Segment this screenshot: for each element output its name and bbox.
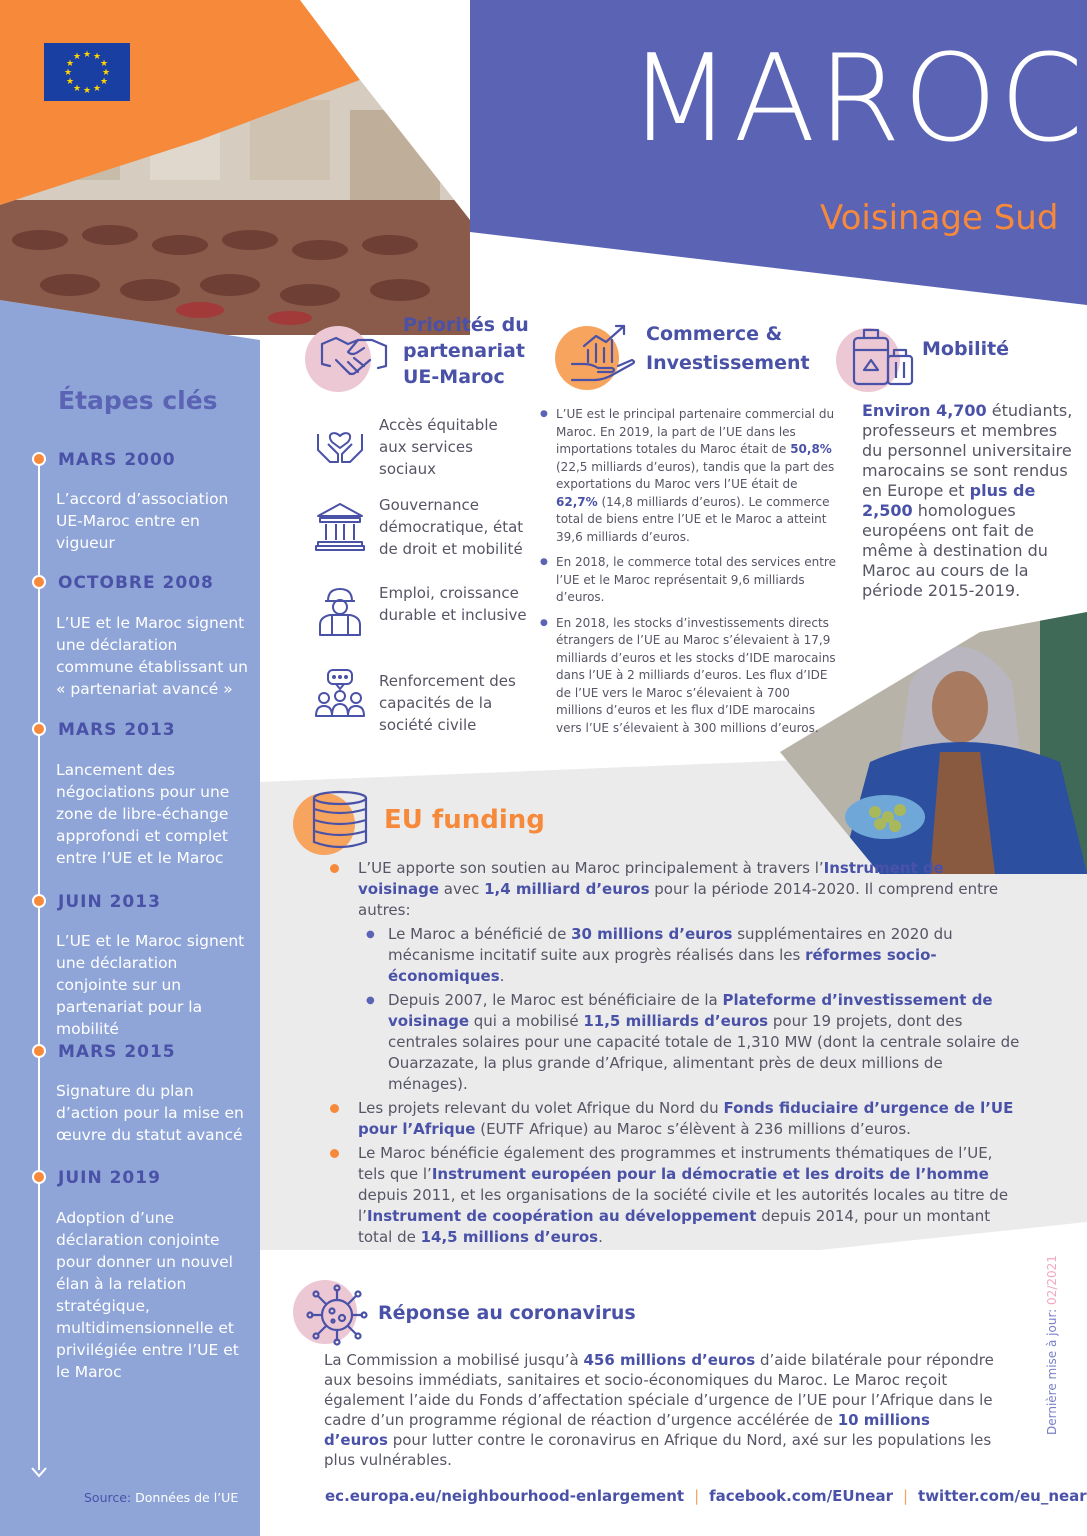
svg-text:★: ★ [82, 85, 92, 95]
priority-text: Gouvernance démocratique, état de droit et mobilité [379, 496, 524, 558]
event-date: MARS 2013 [58, 720, 176, 740]
funding-title: EU funding [384, 805, 545, 835]
handshake-icon [318, 330, 390, 386]
worker-icon [316, 585, 364, 637]
svg-text:★: ★ [65, 58, 75, 68]
list-subitem: ● Depuis 2007, le Maroc est bénéficiaire de la Plateforme d’investissement de voisinage qui a mobilisé 11,5 milliards d’euros pour 19 projets, dont des centrales solaires pour une capacité totale de 1,310 MW (dont la centrale solaire de Ouarzazate, la plus grande d’Afrique, alimentant près de deux millions de ménages). [330, 990, 1020, 1095]
event-text: L’UE et le Maroc signent une déclaration commune établissant un « partenariat avancé » [56, 614, 249, 698]
corona-title: Réponse au coronavirus [378, 1302, 636, 1324]
footer-links [325, 1487, 1087, 1505]
last-update-date: 02/2021 [1045, 1255, 1059, 1305]
last-update [1045, 1255, 1065, 1435]
priority-text: Accès équitable aux services sociaux [379, 416, 498, 478]
svg-text:★: ★ [63, 67, 73, 77]
timeline-line [38, 455, 40, 1470]
institution-icon [314, 500, 366, 552]
event-text: Signature du plan d’action pour la mise en œuvre du statut avancé [56, 1082, 244, 1144]
page-subtitle: Voisinage Sud [820, 198, 1059, 238]
svg-text:★: ★ [99, 76, 109, 86]
event-text: L’UE et le Maroc signent une déclaration conjointe sur un partenariat pour la mobilité [56, 932, 245, 1038]
heart-hands-icon [314, 414, 366, 466]
svg-text:★: ★ [65, 76, 75, 86]
twitter-link[interactable]: twitter.com/eu_near [918, 1487, 1087, 1505]
timeline-dot [32, 1044, 46, 1058]
timeline-dot [32, 894, 46, 908]
funding-list [330, 858, 1020, 1251]
event-text: L’accord d’association UE-Maroc entre en vigueur [56, 490, 229, 552]
priorities-title: Priorités du partenariat UE-Maroc [403, 314, 529, 388]
event-date: JUIN 2019 [58, 1168, 161, 1188]
list-item: Les projets relevant du volet Afrique du Nord du Fonds fiduciaire d’urgence de l’UE pour l’Afrique (EUTF Afrique) au Maroc s’élèvent à 236 millions d’euros. [330, 1098, 1020, 1140]
website-link[interactable]: ec.europa.eu/neighbourhood-enlargement [325, 1487, 685, 1505]
timeline-dot [32, 1170, 46, 1184]
community-icon [314, 668, 366, 720]
last-update-label: Dernière mise à jour: [1045, 1304, 1059, 1435]
svg-text:★: ★ [72, 51, 82, 61]
mobility-text: Environ 4,700 étudiants, professeurs et membres du personnel universitaire marocains se sont rendus en Europe et plus de 2,500 homologues européens ont fait de même à destination du Maroc au cours de la période 2015-2019. [862, 401, 1073, 600]
timeline-arrow-icon [29, 1460, 49, 1480]
svg-text:★: ★ [72, 83, 82, 93]
event-text: Adoption d’une déclaration conjointe pour donner un nouvel élan à la relation stratégique, multidimensionnelle et privilégiée entre l’UE et le Maroc [56, 1209, 239, 1381]
corona-text: La Commission a mobilisé jusqu’à 456 millions d’euros d’aide bilatérale pour répondre aux besoins immédiats, sanitaires et socio-économiques du Maroc. Le Maroc reçoit également l’aide du Fonds d’affectation spéciale d’urgence de l’UE pour l’Afrique dans le cadre d’un programme régional de réaction d’urgence accélérée de 10 millions d’euros pour lutter contre le coronavirus en Afrique du Nord, axé sur les populations les plus vulnérables. [324, 1351, 994, 1469]
commerce-list [540, 406, 838, 745]
svg-text:★: ★ [82, 49, 92, 59]
source-label: Source: [84, 1490, 132, 1505]
facebook-link[interactable]: facebook.com/EUnear [709, 1487, 893, 1505]
source-text: Données de l’UE [135, 1490, 239, 1505]
virus-icon [306, 1284, 368, 1346]
event-date: OCTOBRE 2008 [58, 573, 214, 593]
list-subitem: ● Le Maroc a bénéficié de 30 millions d’euros supplémentaires en 2020 du mécanisme incitatif suite aux progrès réalisés dans les réformes socio-économiques. [330, 924, 1020, 987]
page-title: MAROC [628, 30, 1086, 169]
footer-separator: | [902, 1487, 909, 1505]
event-date: MARS 2015 [58, 1042, 176, 1062]
footer-separator: | [694, 1487, 700, 1505]
timeline-dot [32, 722, 46, 736]
list-item: ● En 2018, les stocks d’investissements directs étrangers de l’UE au Maroc s’élevaient à 17,9 milliards d’euros et les stocks d’IDE marocains dans l’UE à 2 milliards d’euros. Les flux d’IDE de l’UE vers le Maroc s’élevaient à 700 millions d’euros et les flux d’IDE marocains vers l’UE s’élevaient à 300 millions d’euros. [540, 615, 838, 738]
event-date: MARS 2000 [58, 450, 176, 470]
luggage-icon [850, 326, 916, 388]
svg-text:★: ★ [92, 83, 102, 93]
svg-text:★: ★ [101, 67, 111, 77]
list-item: Le Maroc bénéficie également des programmes et instruments thématiques de l’UE, tels que l’Instrument européen pour la démocratie et les droits de l’homme depuis 2011, et les organisations de la société civile et les autorités locales au titre de l’Instrument de coopération au développement depuis 2014, pour un montant total de 14,5 millions d’euros. [330, 1143, 1020, 1248]
mobility-title: Mobilité [922, 338, 1010, 360]
priority-text: Emploi, croissance durable et inclusive [379, 584, 527, 624]
trade-growth-icon [570, 320, 638, 384]
timeline-dot [32, 575, 46, 589]
list-item: ● En 2018, le commerce total des services entre l’UE et le Maroc représentait 9,6 milliards d’euros. [540, 554, 838, 607]
event-date: JUIN 2013 [58, 892, 161, 912]
list-item: L’UE apporte son soutien au Maroc principalement à travers l’Instrument de voisinage avec 1,4 milliard d’euros pour la période 2014-2020. Il comprend entre autres: [330, 858, 1020, 921]
coins-icon [310, 790, 376, 850]
svg-text:★: ★ [99, 58, 109, 68]
commerce-title: Commerce & Investissement [646, 323, 810, 374]
eu-flag-logo [44, 43, 130, 101]
timeline-dot [32, 452, 46, 466]
source-note [84, 1490, 238, 1505]
svg-text:★: ★ [92, 51, 102, 61]
event-text: Lancement des négociations pour une zone de libre-échange approfondi et complet entre l’UE et le Maroc [56, 761, 230, 867]
priority-text: Renforcement des capacités de la société civile [379, 672, 516, 734]
sidebar-title: Étapes clés [58, 386, 218, 415]
list-item: ● L’UE est le principal partenaire commercial du Maroc. En 2019, la part de l’UE dans les importations totales du Maroc était de 50,8% (22,5 milliards d’euros), tandis que la part des exportations du Maroc vers l’UE était de 62,7% (14,8 milliards d’euros). Le commerce total de biens entre l’UE et le Maroc a atteint 39,6 milliards d’euros. [540, 406, 838, 546]
